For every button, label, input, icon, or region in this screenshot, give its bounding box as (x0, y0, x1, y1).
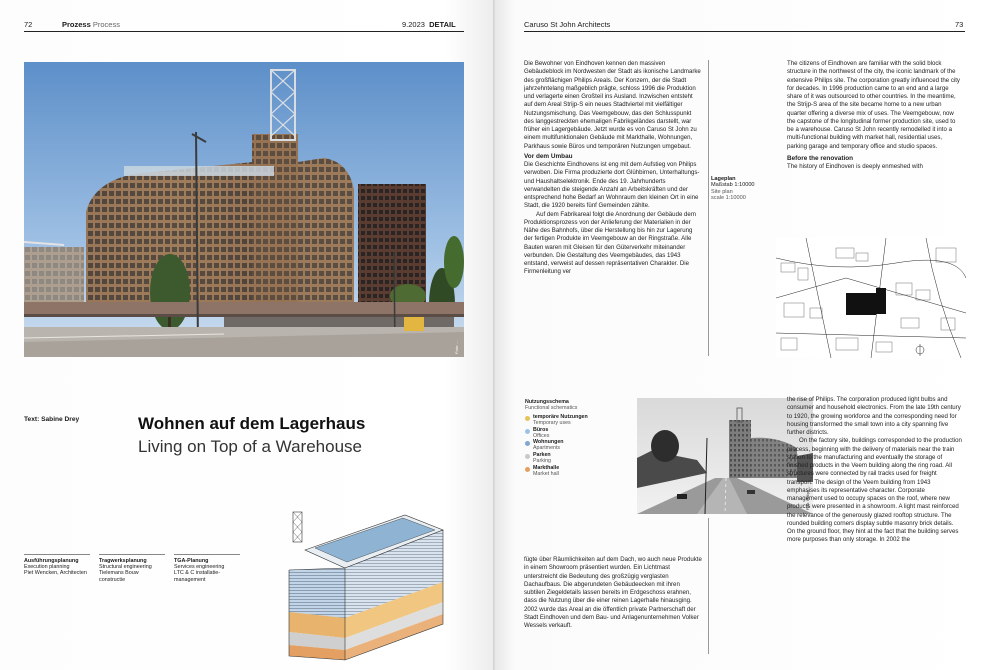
legend-dot (525, 441, 530, 446)
section-en: Process (92, 20, 120, 29)
credit-structure-de: Tragwerksplanung (99, 558, 147, 564)
column-divider (708, 60, 709, 356)
section-label (62, 20, 120, 29)
article-title-en: Living on Top of a Warehouse (138, 437, 362, 456)
column-en-top (787, 60, 962, 210)
credit-execution-en: Execution planning (24, 564, 70, 571)
legend-item (525, 453, 635, 465)
magazine-name: DETAIL (429, 20, 456, 29)
site-plan-label-en: Site plan (711, 188, 733, 195)
credit-services (174, 554, 240, 583)
legend-item-de: Markthalle (533, 465, 560, 472)
issue-label (402, 20, 456, 29)
legend-item-en: Apartments (533, 445, 561, 452)
site-plan-drawing (776, 238, 966, 358)
legend-title: Nutzungsschema (525, 399, 569, 405)
building-photo (24, 62, 464, 357)
site-plan-label-de: Lageplan (711, 176, 736, 182)
body-en-1: the rise of Philips. The corporation produced light bulbs and consumer and household electronics. From the late 19th century to 1920, the growing workforce and the corresponding need for housing transformed the small town into a city spanning five further districts. (787, 396, 961, 436)
legend-dot (525, 467, 530, 472)
body-de-2: Auf dem Fabrikareal folgt die Anordnung der Gebäude dem Produktionsprozess von der Anlieferung der Materialien in der Nähe des Bahnhofs, über die Herstellung bis hin zur Lagerung der fertigen Produkte im Veemgebouw an der Ringstraße. Alle Bauten waren mit Gleisen für den Güterverkehr miteinander verbunden. Die Gestaltung des Veemgebäudes, das 1943 entstand, verweist auf dessen repräsentativen Charakter. Die Firmenleitung ver (524, 210, 696, 276)
heading-en: Before the renovation (787, 154, 854, 162)
body-en-top: The history of Eindhoven is deeply enmeshed with (787, 163, 923, 170)
byline: Text: Sabine Drey (24, 416, 80, 423)
credit-execution-de: Ausführungsplanung (24, 558, 79, 564)
legend-item-de: Parken (533, 452, 551, 459)
historic-photo-credit: Foto: Philips ... (806, 486, 810, 510)
photo-credit: Foto: ... (454, 340, 459, 354)
legend-item (525, 440, 635, 452)
legend-dot (525, 429, 530, 434)
functional-legend (525, 400, 635, 478)
intro-en: The citizens of Eindhoven are familiar with the solid block structure in the northwest of the city, the iconic landmark of the extensive Philips site. The corporation greatly influenced the city for decades. In 1996 production came to an end and a large share of it was outsourced to other countries. In the meantime, the Strijp-S area of the site became home to a new urban quarter offering a diverse mix of uses. The Veemgebouw, now the capstone of the longitudinal former production site, used to be a warehouse. Caruso St John recently remodelled it into a multi-functional building with market hall, residential uses, parking garage and temporary office and studio spaces. (787, 60, 960, 150)
body-de-1: Die Geschichte Eindhovens ist eng mit dem Aufstieg von Philips verwoben. Die Firma produzierte dort Glühbirnen, Unterhaltungs- und Haushaltselektronik. Ende des 19. Jahrhunderts verwandelten die steigende Anzahl an Arbeitskräften und der entsprechend hohe Bedarf an Wohnraum den kleinen Ort in eine Stadt, die 1920 bereits fünf Gemeinden zählte. (524, 161, 700, 210)
legend-item-en: Offices (533, 432, 550, 439)
legend-item (525, 428, 635, 440)
architects-label: Caruso St John Architects (524, 20, 611, 29)
column-en-bottom (787, 396, 962, 652)
heading-de: Vor dem Umbau (524, 152, 573, 160)
legend-item (525, 466, 635, 478)
page-number-left: 72 (24, 20, 33, 29)
page-number-right: 73 (955, 20, 964, 29)
left-page (0, 0, 495, 670)
issue-number: 9.2023 (402, 20, 425, 29)
intro-de: Die Bewohner von Eindhoven kennen den massiven Gebäudeblock im Nordwesten der Stadt als ikonische Landmarke des großflächigen Philips Areals. Der Konzern, der die Stadt jahrzehntelang maßgeblich prägte, schloss 1996 die Produktion und verlagerte einen Großteil ins Ausland. Inzwischen entsteht auf dem Areal Strijp-S ein neues Stadtviertel mit vielfältiger Nutzungsmischung. Das Veemgebouw, das den Schlusspunkt des langgestreckten ehemaligen Fabrikgeländes darstellt, war früher ein Lagergebäude. Jetzt wurde es von Caruso St John zu einem multifunktionalen Gebäude mit Markthalle, Wohnungen, Parkhaus sowie Büros und temporären Nutzungen umgebaut. (524, 60, 701, 150)
legend-dot (525, 416, 530, 421)
column-de-bottom (524, 556, 702, 654)
credit-services-de: TGA-Planung (174, 558, 209, 564)
legend-dot (525, 454, 530, 459)
site-plan-scale-de: Maßstab 1:10000 (711, 182, 755, 189)
axonometric-drawing (285, 500, 457, 665)
legend-item (525, 415, 635, 427)
legend-item-de: Büros (533, 426, 549, 433)
column-de-top (524, 60, 702, 358)
site-plan-scale-en: scale 1:10000 (711, 194, 746, 201)
legend-item-de: temporäre Nutzungen (533, 413, 588, 420)
credit-services-en: Services engineering (174, 564, 225, 571)
body-en-2: On the factory site, buildings corresponded to the production process, beginning with the delivery of materials near the train station to the manufacturing and eventually the storage of finished products in the Veem building along the ring road. All structures were connected by rail tracks used for freight transport. The design of the Veem building from 1943 emphasises its representative character. Corporate management used to occupy spaces on the roof, where new products were presented in a showroom. A light mast reinforced the relevance of the generously glazed rooftop structure. The rounded building corners display subtle masonry brick details. On the ground floor, they hint at the fact that the building serves more purposes than only storage. In 2002 the (787, 437, 962, 544)
credit-services-name: LTC & C installatie-management (174, 570, 221, 583)
legend-item-en: Temporary uses (533, 419, 571, 426)
body-de-3: fügte über Räumlichkeiten auf dem Dach, wo auch neue Produkte in einem Showroom präsentiert wurden. Ein Lichtmast unterstreicht die Bedeutung des großzügig verglasten Dachaufbaus. Die abgerundeten Gebäudeecken mit ihren subtilen Ziegeldetails lassen bereits im Erdgeschoss erahnen, dass die Nutzung über die einer reinen Lagerhalle hinausging. 2002 wurde das Areal an die öffentlich private Partnerschaft der Stadt Eindhoven und dem Bau- und Anlagenunternehmen Volker Wessels verkauft. (524, 556, 702, 629)
credit-execution (24, 554, 90, 577)
credit-structure-name: Tielemans Bouw constructie (99, 570, 139, 583)
credit-structure (99, 554, 165, 583)
section-de: Prozess (62, 20, 91, 29)
site-plan-caption (711, 176, 777, 201)
legend-subtitle: Functional schematics (525, 404, 578, 411)
legend-item-en: Parking (533, 458, 551, 465)
article-title-de: Wohnen auf dem Lagerhaus (138, 414, 366, 433)
header-rule-right (524, 31, 965, 32)
legend-item-en: Market hall (533, 470, 559, 477)
column-divider-bottom (708, 518, 709, 654)
credit-structure-en: Structural engineering (99, 564, 152, 571)
credit-execution-name: Piet Wencken, Architecten (24, 570, 87, 577)
header-rule (24, 31, 464, 32)
legend-item-de: Wohnungen (533, 439, 564, 446)
